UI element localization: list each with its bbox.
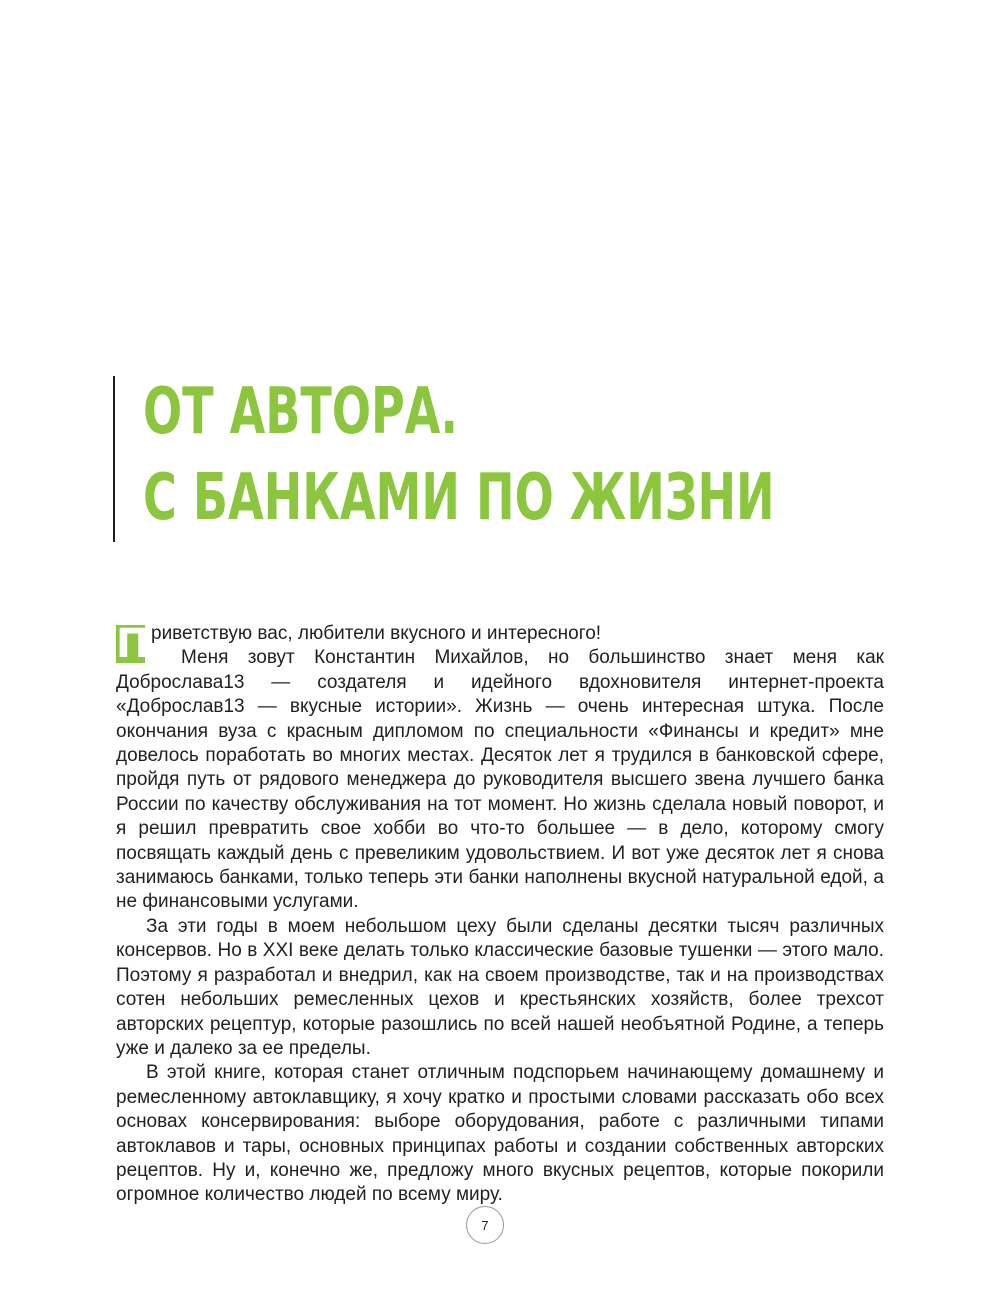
paragraph-introduction: Меня зовут Константин Михайлов, но большинство знает меня как Доброслава13 — создателя и идейного вдохновителя интернет-проекта «Доброслав13 — вкусные истории». Жизнь — очень интересная штука. После окончания вуза с красным дипломом по специальности «Финансы и кредит» мне довелось поработать во многих местах. Десяток лет я трудился в банковской сфере, пройдя путь от рядового менеджера до руководителя высшего звена лучшего банка России по качеству обслуживания на тот момент. Но жизнь сделала новый поворот, и я решил превратить свое хобби во что-то большее — в дело, которому смогу посвящать каждый день с превеликим удовольствием. И вот уже десяток лет я снова занимаюсь банками, только теперь эти банки наполнены вкусной натуральной едой, а не финансовыми услугами. xyxy=(116,647,884,913)
paragraph-book-purpose: В этой книге, которая станет отличным подспорьем начинающему домашнему и ремесленному автоклавщику, я хочу кратко и простыми словами рассказать обо всех основах консервирования: выборе оборудования, работе с различными типами автоклавов и тары, основных принципах работы и создании собственных авторских рецептов. Ну и, конечно же, предложу много вкусных рецептов, которые покорили огромное количество людей по всему миру. xyxy=(116,1062,884,1206)
paragraph-greeting-text: риветствую вас, любители вкусного и интересного! xyxy=(151,623,602,644)
paragraph-production: За эти годы в моем небольшом цеху были сделаны десятки тысяч различных консервов. Но в XXI веке делать только классические базовые тушенки — этого мало. Поэтому я разработал и внедрил, как на своем производстве, так и на производствах сотен небольших ремесленных цехов и крестьянских хозяйств, более трехсот авторских рецептур, которые разошлись по всей нашей необъятной Родине, а теперь уже и далеко за ее пределы. xyxy=(116,915,884,1059)
paragraph-greeting xyxy=(116,621,884,667)
drop-cap: П xyxy=(116,621,150,667)
chapter-title-line-2: С БАНКАМИ ПО ЖИЗНИ xyxy=(143,461,775,535)
title-vertical-rule xyxy=(113,376,115,542)
body-text xyxy=(116,622,884,1208)
page-number: 7 xyxy=(466,1206,504,1244)
chapter-title-line-1: ОТ АВТОРА. xyxy=(143,375,458,449)
chapter-title xyxy=(113,362,873,548)
